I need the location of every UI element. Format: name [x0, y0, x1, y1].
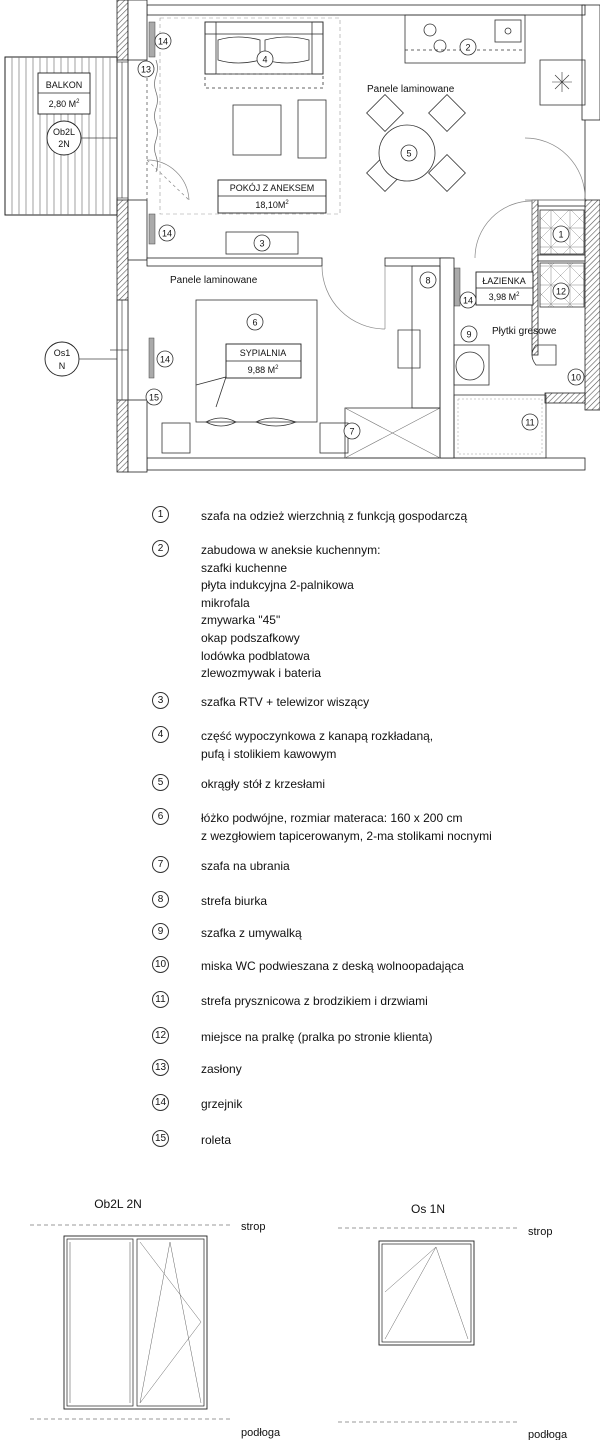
plan-marker	[146, 389, 162, 405]
plan-marker-label: 10	[570, 372, 582, 383]
plan-marker-label: 2	[465, 42, 471, 53]
curtain-icon	[155, 60, 158, 172]
room-area-sypialnia: 9,88 M	[247, 365, 276, 375]
legend-item-text: strefa biurka	[201, 894, 268, 908]
svg-text:N: N	[58, 361, 66, 371]
elevation-title-ob2l: Ob2L 2N	[94, 1197, 142, 1211]
legend-item-number: 14	[152, 1094, 169, 1111]
legend-item-text: szafka z umywalką	[201, 926, 302, 940]
plan-marker-label: 14	[161, 228, 173, 239]
elevation-bottom-os1n: podłoga	[528, 1429, 568, 1440]
legend-item-number: 11	[152, 991, 169, 1008]
room-name-sypialnia: SYPIALNIA	[239, 348, 287, 358]
elevation-bottom-ob2l: podłoga	[241, 1427, 281, 1439]
exterior-walls	[117, 0, 600, 472]
legend-item-text: okrągły stół z krzesłami	[201, 777, 326, 791]
legend-item-text: zabudowa w aneksie kuchennym: szafki kuchenne płyta indukcyjna 2-palnikowa mikrofala zmywarka "45" okap podszafkowy lodówka podblatowa zlewozmywak i bateria	[201, 543, 381, 681]
plan-marker	[138, 61, 154, 77]
floor-label-top: Panele laminowane	[367, 84, 455, 95]
plan-marker-label: 8	[425, 275, 431, 286]
legend-item-text: grzejnik	[201, 1097, 243, 1111]
svg-text:2,80 M2: 2,80 $M^2$	[48, 99, 80, 109]
plan-marker	[257, 51, 273, 67]
svg-text:Os1: Os1	[53, 348, 71, 358]
room-area-balkon: 2,80 M	[48, 99, 77, 109]
nightstand	[162, 423, 190, 453]
legend-item-text: łóżko podwójne, rozmiar materaca: 160 x 200 cm z wezgłowiem tapicerowanym, 2-ma stolikami nocnymi	[201, 811, 492, 843]
legend-item-text: szafa na odzież wierzchnią z funkcją gospodarczą	[201, 509, 468, 523]
plan-marker	[157, 351, 173, 367]
legend-item-number: 1	[152, 506, 169, 523]
legend-item-text: miska WC podwieszana z deską wolnoopadająca	[201, 959, 464, 973]
pouf	[298, 100, 326, 158]
plan-marker-label: 11	[525, 417, 535, 428]
room-name-balkon: BALKON	[45, 80, 83, 90]
elevation-os1n	[338, 1202, 568, 1440]
plan-marker-label: 7	[349, 426, 355, 437]
plan-marker	[344, 423, 360, 439]
coffee-table	[233, 105, 281, 155]
elevation-top-os1n: strop	[528, 1226, 553, 1238]
plan-marker-label: 4	[262, 54, 268, 65]
room-name-lazienka: ŁAZIENKA	[482, 276, 526, 286]
legend-item-number: 4	[152, 726, 169, 743]
plan-marker-label: 12	[555, 286, 567, 297]
plan-marker-label: 3	[259, 238, 265, 249]
plan-marker	[553, 226, 569, 242]
floor-label-bath: Płytki gresowe	[492, 326, 557, 337]
floor-label-bedroom: Panele laminowane	[170, 275, 258, 286]
legend-item-number: 9	[152, 923, 169, 940]
plan-marker	[254, 235, 270, 251]
legend-item-number: 12	[152, 1027, 169, 1044]
plan-marker	[460, 292, 476, 308]
legend-item-text: zasłony	[201, 1062, 242, 1076]
window-elevations	[0, 1180, 600, 1440]
plan-marker	[401, 145, 417, 161]
svg-text:2N: 2N	[58, 139, 70, 149]
svg-text:18,10M2: $18,10M^2$	[255, 200, 289, 210]
elevation-title-os1n: Os 1N	[410, 1202, 446, 1216]
plan-marker-label: 15	[148, 392, 160, 403]
desk-chair	[398, 330, 420, 368]
plan-marker-label: 6	[252, 317, 258, 328]
plan-marker	[247, 314, 263, 330]
elevation-top-ob2l: strop	[241, 1221, 266, 1233]
balcony	[5, 57, 117, 215]
radiator-icon	[149, 338, 154, 378]
nightstand	[320, 423, 348, 453]
legend-item-text: strefa prysznicowa z brodzikiem i drzwiami	[201, 994, 428, 1008]
legend-item-number: 5	[152, 774, 169, 791]
plan-marker-label: 14	[159, 354, 171, 365]
washbasin	[456, 352, 484, 380]
plan-marker-label: 14	[157, 36, 169, 47]
room-area-pokoj: 18,10M	[255, 200, 286, 210]
plan-marker-label: 1	[558, 229, 564, 240]
plan-marker-label: 13	[140, 64, 152, 75]
radiator-icon	[454, 268, 460, 306]
plan-marker	[522, 414, 538, 430]
svg-text:9,88 M2: 9,88 $M^2$	[247, 365, 279, 375]
plan-marker	[460, 39, 476, 55]
legend-item-number: 6	[152, 808, 169, 825]
plan-marker	[568, 369, 584, 385]
plan-marker	[553, 283, 569, 299]
legend-item-number: 8	[152, 891, 169, 908]
legend-item-number: 3	[152, 692, 169, 709]
svg-text:Ob2L: Ob2L	[52, 127, 76, 137]
svg-text:3,98 M2: 3,98 $M^2$	[488, 292, 520, 302]
plan-markers	[138, 33, 584, 439]
legend-item-text: szafka RTV + telewizor wiszący	[201, 695, 370, 709]
plan-marker-label: 9	[466, 329, 472, 340]
plan-marker-label: 5	[406, 148, 412, 159]
round-table	[367, 95, 466, 192]
floor-plan	[0, 0, 600, 500]
plan-marker	[461, 326, 477, 342]
legend-item-number: 10	[152, 956, 169, 973]
legend-item-number: 2	[152, 540, 169, 557]
legend-item-text: roleta	[201, 1133, 232, 1147]
plan-marker	[159, 225, 175, 241]
plan-marker	[420, 272, 436, 288]
room-name-pokoj: POKÓJ Z ANEKSEM	[229, 183, 315, 193]
legend-item-text: szafa na ubrania	[201, 859, 290, 873]
legend-item-number: 7	[152, 856, 169, 873]
legend-item-number: 15	[152, 1130, 169, 1147]
elevation-ob2l	[30, 1197, 281, 1439]
room-area-lazienka: 3,98 M	[488, 292, 517, 302]
legend-item-number: 13	[152, 1059, 169, 1076]
legend-item-text: miejsce na pralkę (pralka po stronie klienta)	[201, 1030, 433, 1044]
radiator-icon	[149, 214, 155, 244]
radiator-icon	[149, 22, 155, 57]
legend-item-text: część wypoczynkowa z kanapą rozkładaną, pufą i stolikiem kawowym	[201, 729, 434, 761]
balcony-door	[117, 60, 189, 200]
plan-marker-label: 14	[462, 295, 474, 306]
plan-marker	[155, 33, 171, 49]
